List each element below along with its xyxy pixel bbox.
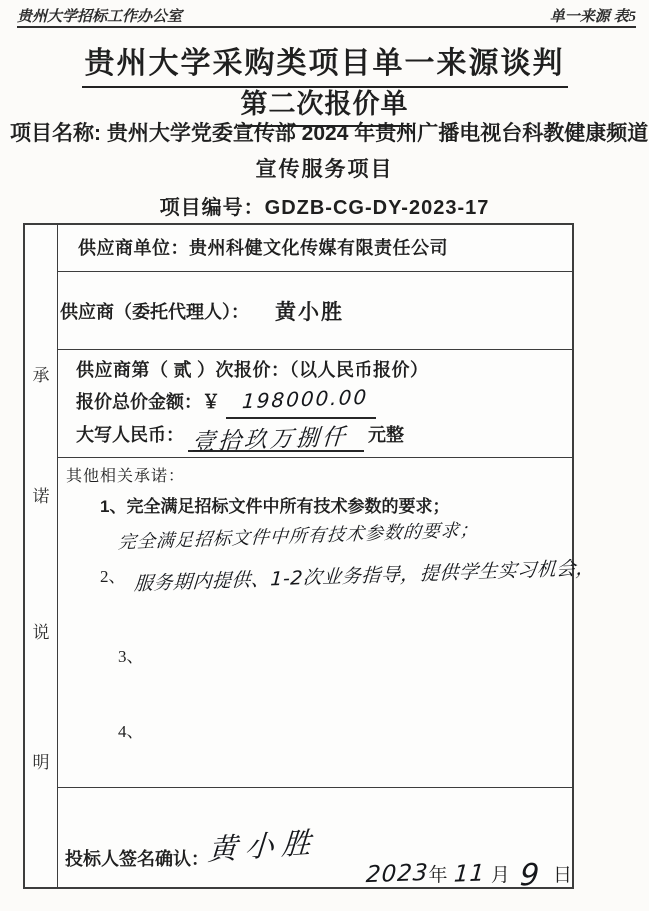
commitment-item-2	[100, 556, 596, 596]
quote-caps-line	[76, 419, 572, 456]
commitment-item-2-number: 2、	[100, 567, 126, 586]
date-day-unit: 日	[552, 865, 572, 886]
project-number-line	[0, 191, 649, 220]
project-number-value: GDZB-CG-DY-2023-17	[264, 197, 490, 219]
side-char-2: 诺	[32, 487, 50, 506]
row-second-quote	[58, 350, 572, 458]
quote-total-underline	[226, 384, 376, 419]
date-month-handwritten: 11	[452, 860, 486, 888]
row-agent	[58, 272, 572, 350]
quote-total-handwritten-amount: 198000.00	[241, 384, 369, 414]
quote-total-label: 报价总价金额：	[76, 392, 202, 412]
project-name-label: 项目名称:	[10, 122, 101, 145]
currency-symbol: ￥	[202, 392, 220, 412]
date-month-unit: 月	[490, 865, 510, 886]
commitment-item-1-printed: 1、完全满足招标文件中所有技术参数的要求；	[100, 497, 450, 516]
header-office-name: 贵州大学招标工作办公室	[17, 9, 183, 25]
quote-heading: 供应商第（ 贰 ）次报价：（以人民币报价）	[76, 360, 429, 380]
document-title-line2: 第二次报价单	[0, 82, 649, 127]
header-form-number: 单一来源 表5	[549, 9, 636, 25]
row-other-commitments	[58, 458, 596, 788]
signature-date	[365, 854, 572, 894]
commitment-item-2-handwriting: 服务期内提供、1-2次业务指导，提供学生实习机会，	[132, 556, 596, 596]
quote-caps-label: 大写人民币：	[76, 425, 184, 445]
header-rule	[17, 26, 636, 28]
agent-name-value: 黄小胜	[275, 300, 344, 324]
form-main-column	[58, 225, 596, 894]
supplier-unit-label: 供应商单位：	[78, 238, 189, 258]
commitment-item-3-number: 3、	[118, 647, 144, 666]
row-supplier-unit	[58, 225, 572, 272]
project-name-line1	[10, 117, 649, 147]
project-name-text: 贵州大学党委宣传部 2024 年贵州广播电视台科教健康频道	[106, 122, 649, 145]
signature-label: 投标人签名确认：	[65, 849, 209, 869]
quote-caps-underline	[188, 424, 364, 456]
date-year-unit: 年	[428, 865, 448, 886]
commitments-heading: 其他相关承诺：	[66, 468, 186, 485]
date-year-handwritten: 2023	[365, 859, 430, 889]
quote-total-line	[76, 386, 572, 419]
quote-caps-handwritten-amount: 壹拾玖万捌仟	[191, 424, 349, 456]
commitment-item-4-number: 4、	[118, 722, 144, 741]
side-column-commitment-note	[25, 225, 58, 887]
side-char-3: 说	[32, 623, 50, 642]
side-char-1: 承	[32, 366, 50, 385]
date-day-handwritten: 9	[518, 857, 541, 894]
running-header	[17, 5, 636, 26]
bidder-signature-handwritten: 黄小胜	[206, 825, 320, 868]
agent-label: 供应商（委托代理人）：	[60, 301, 249, 322]
project-number-label: 项目编号：	[159, 197, 265, 219]
supplier-unit-value: 贵州科健文化传媒有限责任公司	[189, 238, 448, 258]
quote-caps-suffix: 元整	[368, 425, 404, 445]
side-char-4: 明	[32, 753, 50, 772]
quotation-form-table	[23, 223, 596, 894]
project-name-line2: 宣传服务项目	[255, 158, 394, 181]
document-title-line1: 贵州大学采购类项目单一来源谈判	[0, 38, 649, 88]
row-signature	[58, 788, 572, 894]
commitment-item-1-handwriting: 完全满足招标文件中所有技术参数的要求；	[117, 519, 480, 554]
